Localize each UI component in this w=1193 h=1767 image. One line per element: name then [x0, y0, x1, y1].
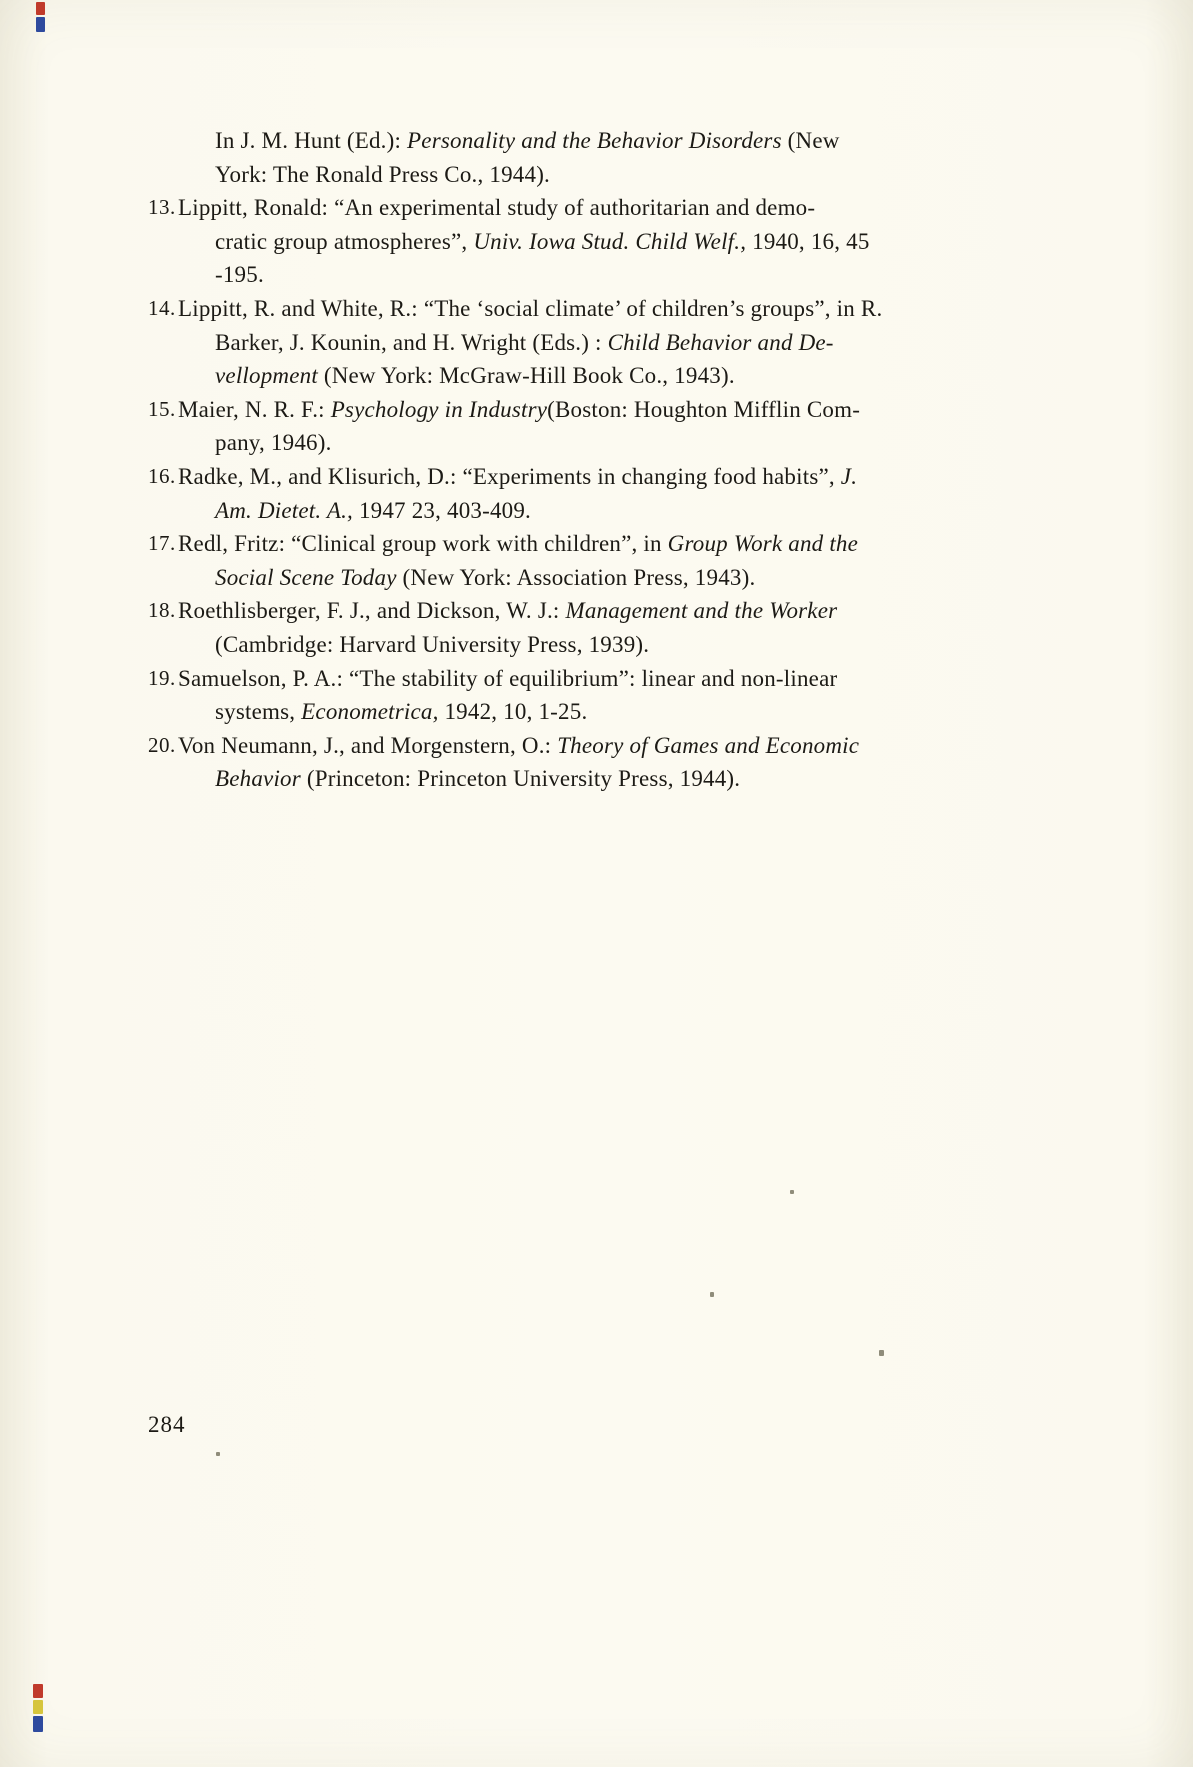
- reference-line: [215, 628, 948, 662]
- reference-line: [215, 695, 948, 729]
- reference-text: (New: [781, 128, 840, 153]
- reference-text: Lippitt, Ronald: “An experimental study of authoritarian and demo-: [178, 195, 816, 221]
- reference-line: [178, 393, 948, 427]
- reference-number: 16.: [148, 463, 176, 488]
- scan-artifact: [36, 17, 45, 32]
- reference-number: 18.: [148, 598, 176, 623]
- scan-artifact: [790, 1190, 794, 1194]
- reference-text: (Cambridge: Harvard University Press, 1939).: [215, 631, 650, 657]
- reference-text: 1940, 16, 45: [746, 228, 870, 254]
- reference-entry: [148, 729, 948, 796]
- reference-number: 15.: [148, 396, 176, 421]
- reference-line: [215, 124, 948, 158]
- scan-artifact: [36, 2, 45, 15]
- reference-line: [178, 191, 948, 225]
- reference-text: York: The Ronald Press Co., 1944).: [215, 161, 550, 187]
- reference-text: cratic group atmospheres”,: [215, 228, 474, 254]
- reference-entry: [148, 662, 948, 729]
- reference-entry: [148, 594, 948, 661]
- reference-text-italic: J.: [840, 463, 858, 489]
- reference-text: (Boston: Houghton Mifflin Com-: [547, 396, 861, 422]
- reference-entry: [148, 460, 948, 527]
- reference-text: Maier, N. R. F.:: [178, 396, 331, 422]
- reference-line: [215, 359, 948, 393]
- reference-line: [178, 662, 948, 696]
- scan-artifact: [879, 1350, 884, 1356]
- reference-text-italic: Management and the Worker: [565, 598, 838, 624]
- reference-number: 17.: [148, 531, 176, 556]
- reference-entry: [148, 527, 948, 594]
- reference-text: 1947 23, 403-409.: [353, 497, 532, 523]
- reference-text: Redl, Fritz: “Clinical group work with children”, in: [178, 531, 668, 557]
- reference-number: 20.: [148, 732, 176, 757]
- reference-text: Von Neumann, J., and Morgenstern, O.:: [178, 732, 558, 758]
- reference-text: Roethlisberger, F. J., and Dickson, W. J.:: [178, 598, 566, 624]
- reference-text: In J. M. Hunt (Ed.):: [215, 128, 408, 153]
- reference-line: [215, 158, 948, 192]
- reference-text: -195.: [215, 262, 264, 288]
- scan-artifact: [33, 1716, 43, 1732]
- reference-number: 19.: [148, 665, 176, 690]
- reference-line: [178, 729, 948, 763]
- reference-text: Barker, J. Kounin, and H. Wright (Eds.) :: [215, 329, 608, 355]
- scan-artifact: [33, 1700, 43, 1714]
- reference-text-italic: Psychology in Industry: [330, 396, 548, 422]
- reference-line: [215, 494, 948, 528]
- reference-text: Lippitt, R. and White, R.: “The ‘social climate’ of children’s groups”, in R.: [178, 295, 883, 321]
- reference-line: [215, 225, 948, 259]
- reference-line: [215, 762, 948, 796]
- reference-text: Radke, M., and Klisurich, D.: “Experiments in changing food habits”,: [178, 463, 841, 489]
- reference-number: 13.: [148, 195, 176, 220]
- reference-text: Samuelson, P. A.: “The stability of equilibrium”: linear and non-linear: [178, 665, 838, 691]
- reference-line: [215, 326, 948, 360]
- reference-line: [215, 258, 948, 292]
- reference-text-italic: Group Work and the: [667, 531, 859, 557]
- reference-text: 1942, 10, 1-25.: [438, 699, 588, 725]
- reference-text-italic: vellopment: [215, 363, 318, 389]
- reference-text-italic: Univ. Iowa Stud. Child Welf.,: [473, 228, 747, 254]
- reference-entry: [148, 191, 948, 292]
- reference-text-italic: Child Behavior and De-: [607, 329, 834, 355]
- reference-line: [178, 594, 948, 628]
- reference-text: pany, 1946).: [215, 430, 332, 456]
- reference-text-italic: Am. Dietet. A.,: [215, 497, 353, 523]
- reference-line: [178, 460, 948, 494]
- reference-line: [215, 561, 948, 595]
- reference-text-italic: Social Scene Today: [215, 564, 397, 590]
- reference-text: (New York: Association Press, 1943).: [396, 564, 756, 590]
- scan-artifact: [33, 1684, 43, 1698]
- reference-text-italic: Personality and the Behavior Disorders: [407, 128, 782, 153]
- reference-entry: [148, 292, 948, 393]
- scan-artifact: [710, 1292, 714, 1297]
- reference-text: systems,: [215, 699, 302, 725]
- bibliography-content: [148, 124, 948, 796]
- reference-text: (Princeton: Princeton University Press, 1944).: [300, 766, 741, 792]
- reference-number: 14.: [148, 295, 176, 320]
- reference-line: [178, 292, 948, 326]
- references-list: [148, 124, 948, 796]
- reference-entry: [148, 393, 948, 460]
- reference-text-italic: Theory of Games and Economic: [557, 732, 860, 758]
- reference-line: [178, 527, 948, 561]
- reference-entry: [148, 124, 948, 191]
- reference-line: [215, 426, 948, 460]
- reference-text: (New York: McGraw-Hill Book Co., 1943).: [317, 363, 735, 389]
- reference-text-italic: Econometrica,: [301, 699, 439, 725]
- reference-text-italic: Behavior: [215, 766, 301, 792]
- page-number: 284: [148, 1412, 186, 1437]
- scan-artifact: [216, 1452, 220, 1456]
